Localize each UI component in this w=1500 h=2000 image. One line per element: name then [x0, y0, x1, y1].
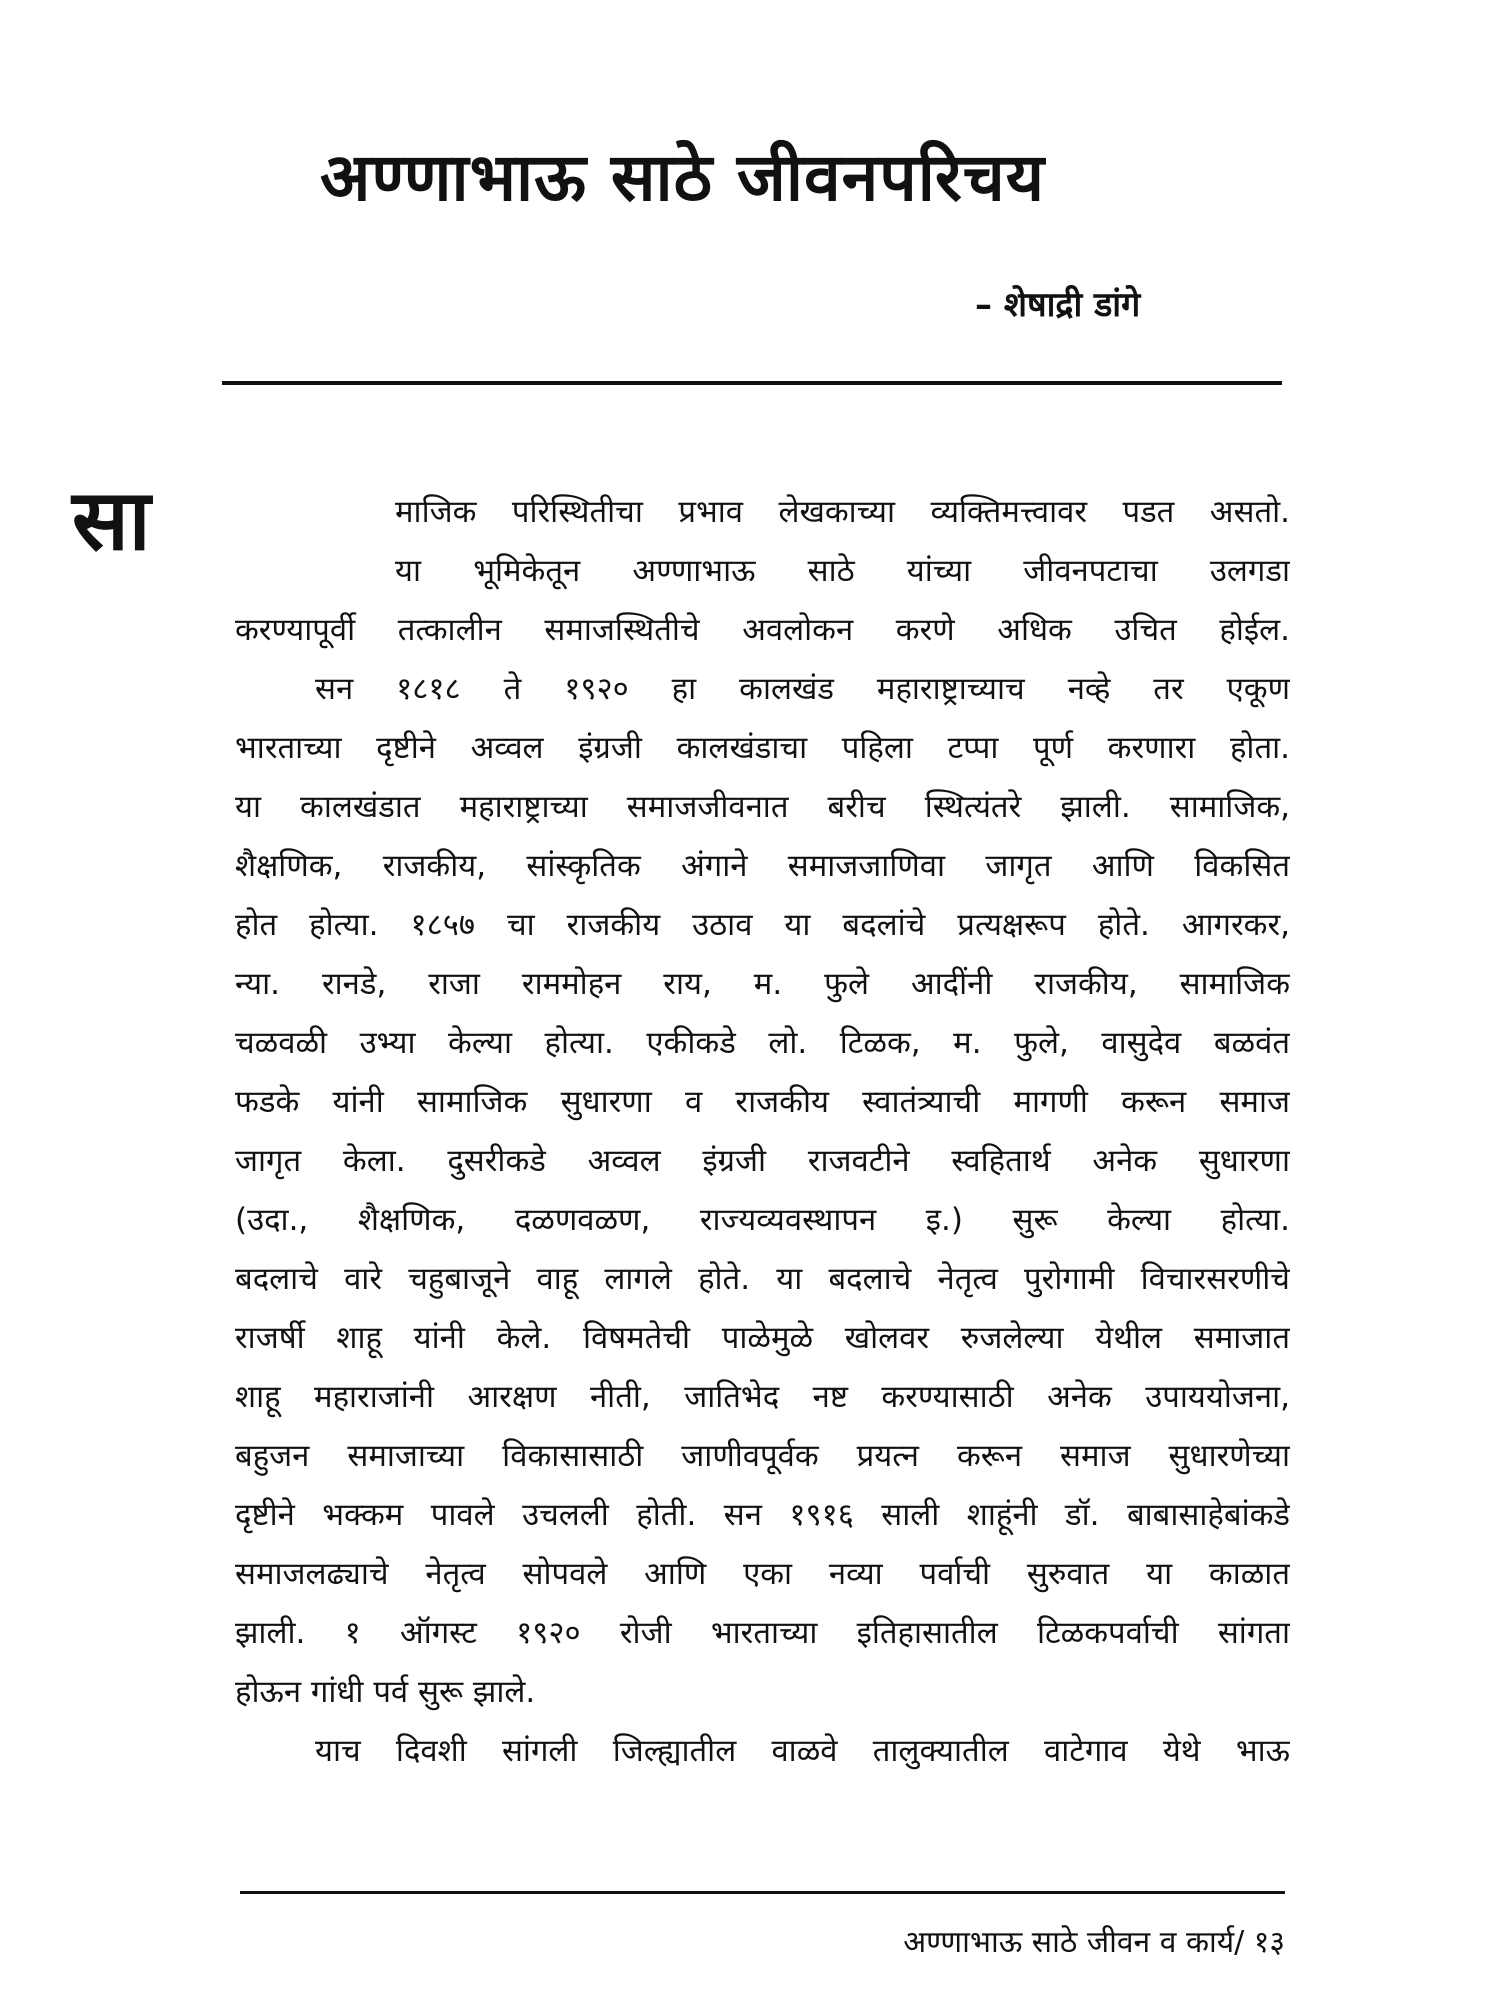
- body-line: करण्यापूर्वी तत्कालीन समाजस्थितीचे अवलोकन करणे अधिक उचित होईल.: [235, 612, 1290, 648]
- chapter-body: [235, 483, 1290, 1781]
- body-line: सन १८१८ ते १९२० हा कालखंड महाराष्ट्राच्याच नव्हे तर एकूण: [315, 671, 1290, 707]
- body-line: या कालखंडात महाराष्ट्राच्या समाजजीवनात बरीच स्थित्यंतरे झाली. सामाजिक,: [235, 789, 1290, 825]
- body-line: दृष्टीने भक्कम पावले उचलली होती. सन १९१६ साली शाहूंनी डॉ. बाबासाहेबांकडे: [235, 1497, 1290, 1533]
- body-line: फडके यांनी सामाजिक सुधारणा व राजकीय स्वातंत्र्याची मागणी करून समाज: [235, 1084, 1290, 1120]
- running-footer: अण्णाभाऊ साठे जीवन व कार्य/ १३: [903, 1925, 1285, 1960]
- body-line: राजर्षी शाहू यांनी केले. विषमतेची पाळेमुळे खोलवर रुजलेल्या येथील समाजात: [235, 1320, 1290, 1356]
- body-line: समाजलढ्याचे नेतृत्व सोपवले आणि एका नव्या पर्वाची सुरुवात या काळात: [235, 1556, 1290, 1592]
- body-line: न्या. रानडे, राजा राममोहन राय, म. फुले आदींनी राजकीय, सामाजिक: [235, 966, 1290, 1002]
- chapter-title: अण्णाभाऊ साठे जीवनपरिचय: [320, 139, 1046, 216]
- body-line: होऊन गांधी पर्व सुरू झाले.: [235, 1674, 536, 1710]
- body-line: माजिक परिस्थितीचा प्रभाव लेखकाच्या व्यक्तिमत्त्वावर पडत असतो.: [395, 494, 1290, 530]
- body-line: शैक्षणिक, राजकीय, सांस्कृतिक अंगाने समाजजाणिवा जागृत आणि विकसित: [235, 848, 1290, 884]
- body-line: शाहू महाराजांनी आरक्षण नीती, जातिभेद नष्ट करण्यासाठी अनेक उपाययोजना,: [235, 1379, 1290, 1415]
- author-byline: – शेषाद्री डांगे: [975, 285, 1141, 325]
- body-line: जागृत केला. दुसरीकडे अव्वल इंग्रजी राजवटीने स्वहितार्थ अनेक सुधारणा: [235, 1143, 1290, 1179]
- body-line: याच दिवशी सांगली जिल्ह्यातील वाळवे तालुक्यातील वाटेगाव येथे भाऊ: [315, 1733, 1290, 1769]
- body-line: या भूमिकेतून अण्णाभाऊ साठे यांच्या जीवनपटाचा उलगडा: [395, 553, 1290, 589]
- body-line: (उदा., शैक्षणिक, दळणवळण, राज्यव्यवस्थापन इ.) सुरू केल्या होत्या.: [235, 1202, 1290, 1238]
- footer-divider: [240, 1891, 1285, 1894]
- title-divider: [222, 381, 1282, 385]
- body-line: होत होत्या. १८५७ चा राजकीय उठाव या बदलांचे प्रत्यक्षरूप होते. आगरकर,: [235, 907, 1290, 943]
- body-line: झाली. १ ऑगस्ट १९२० रोजी भारताच्या इतिहासातील टिळकपर्वाची सांगता: [235, 1615, 1290, 1651]
- body-line: चळवळी उभ्या केल्या होत्या. एकीकडे लो. टिळक, म. फुले, वासुदेव बळवंत: [235, 1025, 1290, 1061]
- body-line: बदलाचे वारे चहुबाजूने वाहू लागले होते. या बदलाचे नेतृत्व पुरोगामी विचारसरणीचे: [235, 1261, 1290, 1297]
- drop-cap: सा: [72, 471, 151, 569]
- body-line: बहुजन समाजाच्या विकासासाठी जाणीवपूर्वक प्रयत्न करून समाज सुधारणेच्या: [235, 1438, 1290, 1474]
- body-line: भारताच्या दृष्टीने अव्वल इंग्रजी कालखंडाचा पहिला टप्पा पूर्ण करणारा होता.: [235, 730, 1290, 766]
